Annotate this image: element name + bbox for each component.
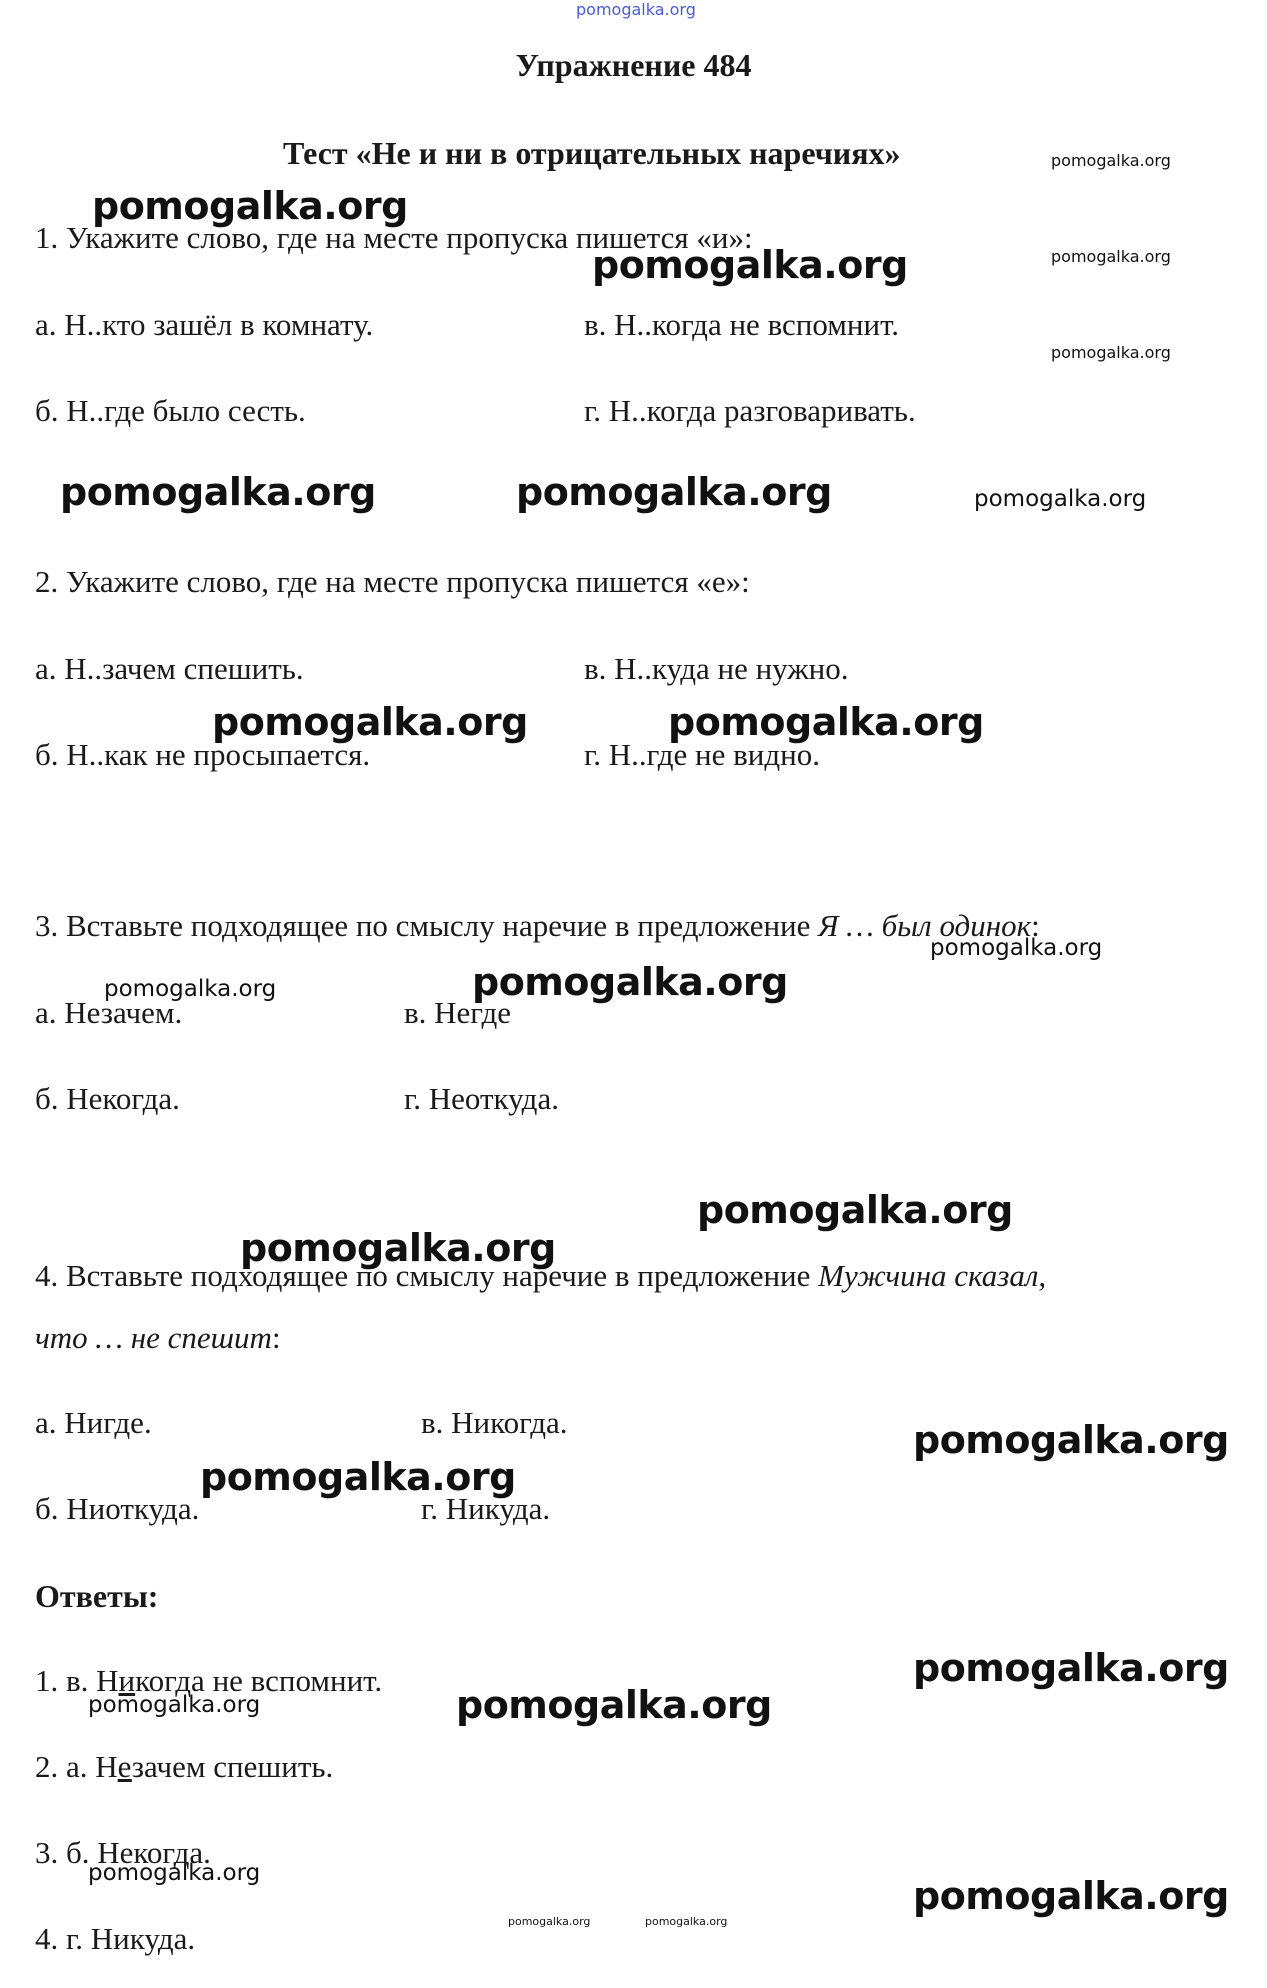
question-4-prompt-text: 4. Вставьте подходящее по смыслу наречие в предложение xyxy=(35,1258,819,1293)
answer-3-text: 3. б. Некогда. xyxy=(35,1835,211,1870)
answer-2-end: зачем спешить. xyxy=(131,1749,334,1784)
question-3-sentence: Я … был одинок xyxy=(818,908,1032,943)
question-2-option-v: в. Н..куда не нужно. xyxy=(584,651,849,686)
question-1-option-a: а. Н..кто зашёл в комнату. xyxy=(35,307,374,342)
watermark: pomogalka.org xyxy=(930,935,1103,961)
question-4-sentence-part1: Мужчина сказал, xyxy=(818,1258,1047,1293)
question-1-option-g: г. Н..когда разговаривать. xyxy=(584,393,916,428)
watermark: pomogalka.org xyxy=(200,1455,516,1499)
question-4-option-v: в. Никогда. xyxy=(421,1405,568,1440)
test-title: Тест «Не и ни в отрицательных наречиях» xyxy=(283,135,901,171)
watermark: pomogalka.org xyxy=(472,960,788,1004)
watermark: pomogalka.org xyxy=(212,700,528,744)
question-4-option-a: а. Нигде. xyxy=(35,1405,152,1440)
question-4-option-b: б. Ниоткуда. xyxy=(35,1491,200,1526)
watermark: pomogalka.org xyxy=(508,1915,591,1928)
watermark: pomogalka.org xyxy=(60,470,376,514)
watermark: pomogalka.org xyxy=(1051,151,1171,170)
watermark: pomogalka.org xyxy=(913,1874,1229,1918)
answer-2 xyxy=(35,1749,333,1785)
question-1-option-v: в. Н..когда не вспомнит. xyxy=(584,307,900,342)
question-2-prompt: 2. Укажите слово, где на месте пропуска пишется «е»: xyxy=(35,564,750,599)
question-3-option-g: г. Неоткуда. xyxy=(404,1081,559,1116)
question-3-prompt-text: 3. Вставьте подходящее по смыслу наречие в предложение xyxy=(35,908,819,943)
question-3-option-v: в. Негде xyxy=(404,995,511,1030)
answer-1-end: когда не вспомнит. xyxy=(135,1663,383,1698)
watermark: pomogalka.org xyxy=(88,1860,261,1886)
answer-4 xyxy=(35,1921,195,1957)
page-title: Упражнение 484 xyxy=(515,47,752,83)
question-2-option-b: б. Н..как не просыпается. xyxy=(35,737,371,772)
watermark: pomogalka.org xyxy=(1051,247,1171,266)
question-4-prompt-line2 xyxy=(35,1320,281,1356)
watermark: pomogalka.org xyxy=(240,1226,556,1270)
watermark: pomogalka.org xyxy=(974,486,1147,512)
answers-heading: Ответы: xyxy=(35,1578,159,1614)
question-2-option-a: а. Н..зачем спешить. xyxy=(35,651,304,686)
question-3-prompt xyxy=(35,908,1040,944)
answer-2-underlined-letter: е xyxy=(117,1749,132,1784)
question-2-option-g: г. Н..где не видно. xyxy=(584,737,820,772)
answer-1-underlined-letter: и xyxy=(118,1663,136,1698)
answer-4-text: 4. г. Никуда. xyxy=(35,1921,196,1956)
question-4-colon: : xyxy=(271,1320,281,1355)
watermark: pomogalka.org xyxy=(668,700,984,744)
watermark: pomogalka.org xyxy=(92,184,408,228)
question-4-sentence-part2: что … не спешит xyxy=(35,1320,272,1355)
watermark: pomogalka.org xyxy=(697,1188,1013,1232)
watermark: pomogalka.org xyxy=(913,1418,1229,1462)
watermark: pomogalka.org xyxy=(88,1692,261,1718)
watermark: pomogalka.org xyxy=(456,1683,772,1727)
question-3-option-a: а. Незачем. xyxy=(35,995,183,1030)
watermark: pomogalka.org xyxy=(576,0,696,19)
question-3-colon: : xyxy=(1031,908,1040,943)
watermark: pomogalka.org xyxy=(1051,343,1171,362)
watermark: pomogalka.org xyxy=(104,976,277,1002)
question-1-prompt: 1. Укажите слово, где на месте пропуска пишется «и»: xyxy=(35,220,753,255)
watermark: pomogalka.org xyxy=(516,470,832,514)
question-4-option-g: г. Никуда. xyxy=(421,1491,551,1526)
watermark: pomogalka.org xyxy=(592,243,908,287)
watermark: pomogalka.org xyxy=(913,1646,1229,1690)
question-3-option-b: б. Некогда. xyxy=(35,1081,180,1116)
question-1-option-b: б. Н..где было сесть. xyxy=(35,393,306,428)
answer-1-start: 1. в. Н xyxy=(35,1663,119,1698)
watermark: pomogalka.org xyxy=(645,1915,728,1928)
answer-2-start: 2. а. Н xyxy=(35,1749,118,1784)
